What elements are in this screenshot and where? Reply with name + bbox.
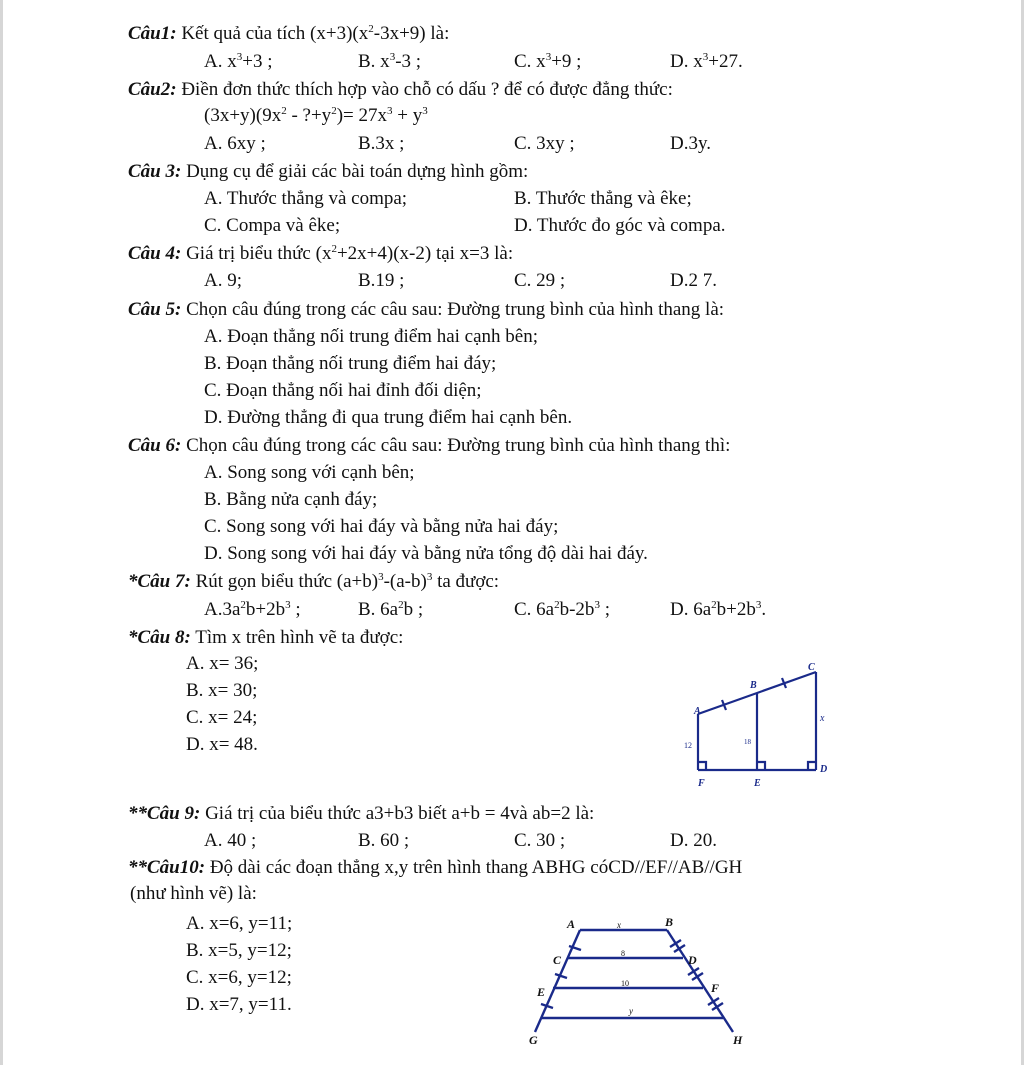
question-5-text: Chọn câu đúng trong các câu sau: Đường trung bình của hình thang là: <box>181 299 725 320</box>
question-2-option-d: D.3y. <box>670 133 711 154</box>
question-4: Câu 4: Giá trị biểu thức $(x^2+2x+4)(x-2)$ tại x=3 là: <box>128 243 514 264</box>
label-12: 12 <box>684 741 692 750</box>
question-9-label: **Câu 9: <box>128 803 201 824</box>
question-6-option-c: C. Song song với hai đáy và bằng nửa hai đáy; <box>204 516 559 537</box>
question-8-option-c: C. x= 24; <box>186 707 258 728</box>
question-2 <box>128 78 673 102</box>
label-e: E <box>537 985 546 999</box>
question-8 <box>128 626 403 650</box>
question-10-text-cont: (như hình vẽ) là: <box>130 883 257 904</box>
label-b: B <box>665 915 674 929</box>
question-7-label: *Câu 7: <box>128 571 191 592</box>
question-5 <box>128 298 724 322</box>
label-h: H <box>733 1033 743 1047</box>
question-8-option-a: A. x= 36; <box>186 653 259 674</box>
question-2-text: Điền đơn thức thích hợp vào chỗ có dấu ? để có được đẳng thức: <box>176 79 673 100</box>
question-10-option-a: A. x=6, y=11; <box>186 913 293 934</box>
question-10-option-b: B. x=5, y=12; <box>186 940 292 961</box>
question-4-option-d: D.2 7. <box>670 270 717 291</box>
question-5-label: Câu 5: <box>128 299 182 320</box>
question-10-text: Độ dài các đoạn thẳng x,y trên hình thang ABHG cóCD//EF//AB//GH <box>205 857 743 878</box>
leg-bh <box>667 930 733 1032</box>
question-2-formula: $(3x+y)(9x^2$ - $?+y^2)= 27x^3 + y^3$ <box>204 105 428 126</box>
question-1-exp: 2 <box>368 23 374 35</box>
label-f: F <box>711 981 720 995</box>
label-a: A <box>567 917 576 931</box>
question-7: *Câu 7: Rút gọn biểu thức $(a+b)^3-(a-b)^3$ ta được: <box>128 571 500 592</box>
leg-ag <box>535 930 580 1032</box>
question-1-option-b: B. $x^3-3$ ; <box>358 51 422 72</box>
question-6-option-b: B. Bằng nửa cạnh đáy; <box>204 489 378 510</box>
label-x: x <box>820 713 825 724</box>
question-10-option-d: D. x=7, y=11. <box>186 994 292 1015</box>
question-10 <box>128 856 742 880</box>
label-d: D <box>688 953 697 967</box>
question-5-option-d: D. Đường thẳng đi qua trung điểm hai cạnh bên. <box>204 407 573 428</box>
question-1-option-d: D. $x^3+27$. <box>670 51 743 72</box>
right-angle-e <box>757 762 765 770</box>
label-e: E <box>754 778 761 789</box>
label-c: C <box>553 953 562 967</box>
question-9-text: Giá trị của biểu thức a3+b3 biết a+b = 4và ab=2 là: <box>200 803 595 824</box>
question-5-option-b: B. Đoạn thẳng nối trung điểm hai đáy; <box>204 353 497 374</box>
right-angle-f <box>698 762 706 770</box>
question-9 <box>128 802 594 826</box>
question-3-option-c: C. Compa và êke; <box>204 215 341 236</box>
question-6-text: Chọn câu đúng trong các câu sau: Đường trung bình của hình thang thì: <box>181 435 731 456</box>
question-9-option-d: D. 20. <box>670 830 717 851</box>
label-d: D <box>820 764 828 775</box>
question-4-option-b: B.19 ; <box>358 270 405 291</box>
label-g: G <box>529 1033 538 1047</box>
question-6-label: Câu 6: <box>128 435 182 456</box>
question-10-label: **Câu10: <box>128 857 206 878</box>
question-2-option-c: C. 3xy ; <box>514 133 575 154</box>
question-8-option-b: B. x= 30; <box>186 680 258 701</box>
question-1-label: Câu1: <box>128 23 177 44</box>
question-4-label: Câu 4: <box>128 243 182 264</box>
question-2-option-a: A. 6xy ; <box>204 133 266 154</box>
question-8-figure <box>676 658 836 798</box>
question-1-text-end: -3x+9) là: <box>373 23 450 44</box>
question-6-option-d: D. Song song với hai đáy và bằng nửa tổng độ dài hai đáy. <box>204 543 648 564</box>
question-9-option-a: A. 40 ; <box>204 830 257 851</box>
right-angle-d <box>808 762 816 770</box>
question-3-option-d: D. Thước đo góc và compa. <box>514 215 726 236</box>
label-x: x <box>617 920 621 930</box>
question-10-figure <box>525 912 755 1052</box>
label-10: 10 <box>621 979 629 988</box>
question-10-option-c: C. x=6, y=12; <box>186 967 292 988</box>
label-8: 8 <box>621 949 625 958</box>
label-b: B <box>750 680 757 691</box>
question-8-text: Tìm x trên hình vẽ ta được: <box>190 627 404 648</box>
question-5-option-a: A. Đoạn thẳng nối trung điểm hai cạnh bên; <box>204 326 539 347</box>
question-3 <box>128 160 528 184</box>
question-3-text: Dụng cụ để giải các bài toán dựng hình gồm: <box>181 161 529 182</box>
question-7-option-c: C. $6a^2b-2b^3$ ; <box>514 599 610 620</box>
question-5-option-c: C. Đoạn thẳng nối hai đỉnh đối diện; <box>204 380 482 401</box>
label-y: y <box>629 1006 633 1016</box>
question-4-option-c: C. 29 ; <box>514 270 566 291</box>
question-8-label: *Câu 8: <box>128 627 191 648</box>
question-1-text: Kết quả của tích (x+3)(x <box>176 23 369 44</box>
question-6-option-a: A. Song song với cạnh bên; <box>204 462 415 483</box>
question-3-option-a: A. Thước thẳng và compa; <box>204 188 408 209</box>
page-left-edge <box>0 0 3 1065</box>
question-8-option-d: D. x= 48. <box>186 734 258 755</box>
label-f: F <box>698 778 705 789</box>
question-1 <box>128 22 449 46</box>
question-9-option-b: B. 60 ; <box>358 830 410 851</box>
label-18: 18 <box>744 738 751 746</box>
question-7-option-a: $A.3a^2b+2b^3$ ; <box>204 599 301 620</box>
question-2-label: Câu2: <box>128 79 177 100</box>
question-6 <box>128 434 730 458</box>
question-1-option-c: C. $x^3+9$ ; <box>514 51 582 72</box>
question-3-label: Câu 3: <box>128 161 182 182</box>
question-4-option-a: A. 9; <box>204 270 242 291</box>
question-7-option-d: D. $6a^2b+2b^3$. <box>670 599 767 620</box>
question-1-option-a: A. $x^3+3$ ; <box>204 51 273 72</box>
question-7-option-b: B. $6a^2b$ ; <box>358 599 424 620</box>
question-3-option-b: B. Thước thẳng và êke; <box>514 188 692 209</box>
question-9-option-c: C. 30 ; <box>514 830 566 851</box>
label-c: C <box>808 662 815 673</box>
label-a: A <box>694 706 701 717</box>
question-2-option-b: B.3x ; <box>358 133 405 154</box>
